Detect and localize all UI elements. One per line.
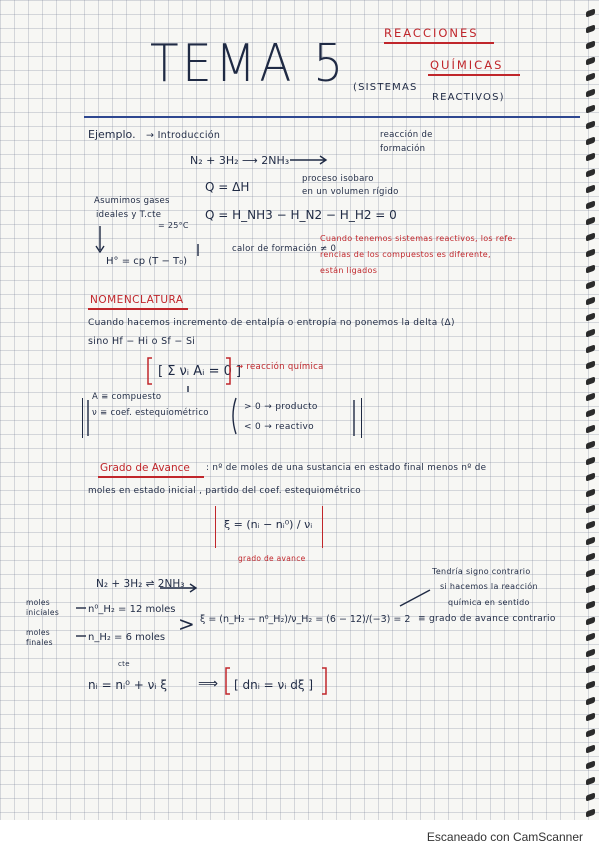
ni-formula: nᵢ = nᵢ⁰ + νᵢ ξ [88, 678, 168, 692]
h2-final: n_H₂ = 6 moles [88, 632, 166, 643]
nomenclatura-title: NOMENCLATURA [90, 294, 184, 306]
moles-iniciales: moles iniciales [26, 598, 60, 617]
grado-def1: : nº de moles de una sustancia en estado final menos nº de [206, 463, 487, 473]
grado-title: Grado de Avance [100, 462, 190, 474]
example2-note-3: química en sentido [448, 598, 530, 607]
xi-formula: ξ = (n_H₂ − n⁰_H₂)/ν_H₂ = (6 − 12)/(−3) = 2 [200, 614, 411, 625]
lt-reactivo: < 0 → reactivo [244, 422, 314, 432]
header-reacciones: REACCIONES [384, 26, 479, 40]
a-definition: A ≡ compuesto [92, 392, 162, 402]
gt-producto: > 0 → producto [244, 402, 318, 412]
proceso-isobaro: proceso isobaro [302, 174, 374, 184]
greater-than: > [178, 612, 195, 636]
asumimos-1: Asumimos gases [94, 196, 170, 206]
header-reactivos: REACTIVOS) [432, 92, 505, 103]
implies-arrow: ⟹ [198, 676, 219, 692]
camscanner-watermark: Escaneado con CamScanner [426, 830, 583, 844]
grado-contrario: ≡ grado de avance contrario [418, 614, 556, 624]
header-sistemas: (SISTEMAS [353, 82, 418, 93]
q-delta-h: Q = ΔH [205, 180, 250, 194]
example2-note-2: si hacemos la reacción [440, 582, 538, 591]
nu-definition: ν ≡ coef. estequiométrico [92, 408, 209, 418]
grado-formula: ξ = (nᵢ − nᵢ⁰) / νᵢ [224, 518, 313, 531]
reaccion-formacion-note: reacción de formación [380, 130, 433, 154]
h2-initial: n⁰_H₂ = 12 moles [88, 604, 176, 615]
nomenclatura-line1: Cuando hacemos incremento de entalpía o entropía no ponemos la delta (Δ) [88, 318, 455, 328]
sum-note: → reacción química [236, 362, 324, 372]
tema-title: TEMA 5 [150, 34, 347, 94]
example2-note-1: Tendría signo contrario [432, 567, 531, 576]
grado-def2: moles en estado inicial , partido del coef. estequiométrico [88, 486, 361, 496]
volumen-rigido: en un volumen rígido [302, 187, 399, 197]
ejemplo-label: Ejemplo. [88, 128, 136, 141]
dni-formula: [ dnᵢ = νᵢ dξ ] [234, 678, 314, 692]
red-note-3: están ligados [320, 266, 378, 275]
example2-equation: N₂ + 3H₂ ⇌ 2NH₃ [96, 578, 185, 590]
intro-arrow: → Introducción [146, 130, 221, 141]
moles-finales: moles finales [26, 628, 53, 647]
nomenclatura-line2: sino Hf − Hi o Sf − Si [88, 336, 196, 347]
h-formula: H° = cp (T − T₀) [106, 256, 188, 267]
sum-formula: [ Σ νᵢ Aᵢ = 0 ] [158, 364, 242, 379]
scan-footer [0, 820, 599, 848]
q-formula: Q = H_NH3 − H_N2 − H_H2 = 0 [205, 208, 397, 222]
grado-formula-note: grado de avance [238, 554, 306, 563]
red-note-2: rencias de los compuestos es diferente, [320, 250, 491, 259]
ni-cte: cte [118, 660, 130, 668]
asumimos-3: = 25°C [158, 221, 189, 230]
header-quimicas: QUÍMICAS [430, 58, 504, 72]
red-note-1: Cuando tenemos sistemas reactivos, los refe- [320, 234, 516, 243]
reaction-equation: N₂ + 3H₂ ⟶ 2NH₃ [190, 154, 290, 167]
asumimos-2: ideales y T.cte [96, 210, 162, 220]
calor-formacion: calor de formación ≠ 0 [232, 244, 337, 254]
